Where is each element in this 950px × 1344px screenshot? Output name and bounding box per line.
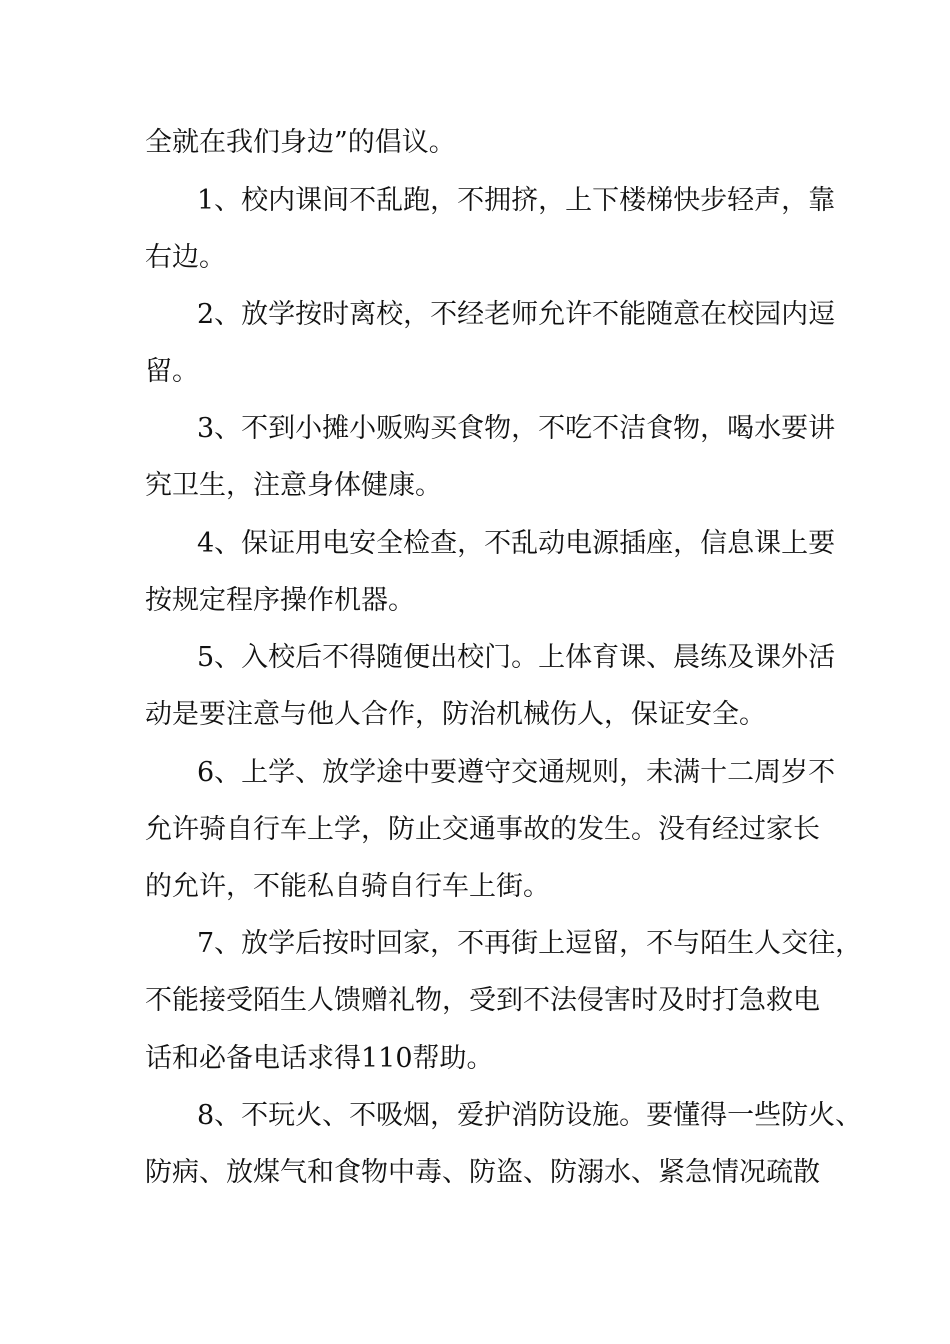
item-1-line-2: 右边。	[145, 242, 226, 273]
item-7-line-1: 7、放学后按时回家，不再街上逗留，不与陌生人交往，	[197, 928, 863, 959]
item-1-line-1: 1、校内课间不乱跑，不拥挤，上下楼梯快步轻声，靠	[197, 185, 836, 216]
item-6-line-2: 允许骑自行车上学，防止交通事故的发生。没有经过家长	[145, 814, 820, 845]
item-4-line-1: 4、保证用电安全检查，不乱动电源插座，信息课上要	[197, 528, 836, 559]
item-7-line-3: 话和必备电话求得110帮助。	[145, 1043, 494, 1074]
item-5-line-1: 5、入校后不得随便出校门。上体育课、晨练及课外活	[197, 642, 836, 673]
item-6-line-1: 6、上学、放学途中要遵守交通规则，未满十二周岁不	[197, 757, 836, 788]
item-2-line-1: 2、放学按时离校，不经老师允许不能随意在校园内逗	[197, 299, 836, 330]
item-6-line-3: 的允许，不能私自骑自行车上街。	[145, 871, 550, 902]
item-2-line-2: 留。	[145, 356, 199, 387]
text-line: 全就在我们身边”的倡议。	[145, 127, 456, 158]
item-7-line-2: 不能接受陌生人馈赠礼物，受到不法侵害时及时打急救电	[145, 985, 820, 1016]
item-8-line-1: 8、不玩火、不吸烟，爱护消防设施。要懂得一些防火、	[197, 1100, 863, 1131]
item-8-line-2: 防病、放煤气和食物中毒、防盗、防溺水、紧急情况疏散	[145, 1157, 820, 1188]
item-3-line-1: 3、不到小摊小贩购买食物，不吃不洁食物，喝水要讲	[197, 413, 836, 444]
item-4-line-2: 按规定程序操作机器。	[145, 585, 415, 616]
item-3-line-2: 究卫生，注意身体健康。	[145, 470, 442, 501]
item-5-line-2: 动是要注意与他人合作，防治机械伤人，保证安全。	[145, 699, 766, 730]
